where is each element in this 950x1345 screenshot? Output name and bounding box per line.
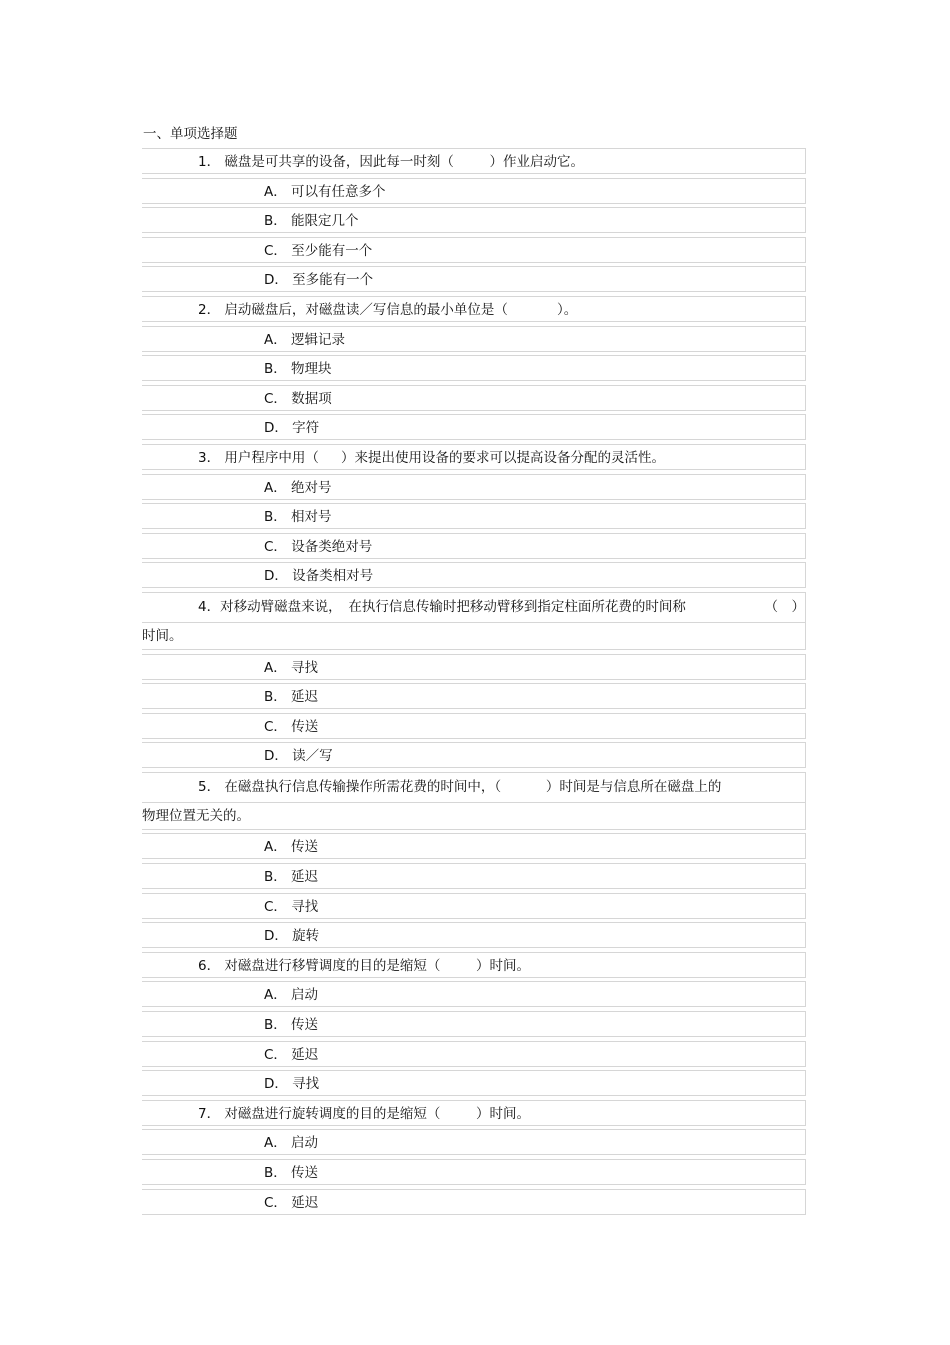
answer-option[interactable]	[142, 562, 806, 588]
option-label: C． 延迟	[264, 1046, 319, 1063]
question-stem	[142, 772, 806, 830]
answer-option[interactable]	[142, 355, 806, 381]
option-label: D． 读／写	[264, 748, 333, 765]
answer-option[interactable]	[142, 533, 806, 559]
option-label: A． 绝对号	[264, 479, 332, 496]
option-label: B． 相对号	[264, 509, 332, 526]
question-text: 2． 启动磁盘后，对磁盘读／写信息的最小单位是（ ）。	[198, 301, 578, 318]
answer-option[interactable]	[142, 474, 806, 500]
answer-option[interactable]	[142, 654, 806, 680]
question-text: 3． 用户程序中用（ ）来提出使用设备的要求可以提高设备分配的灵活性。	[198, 449, 665, 466]
option-label: B． 物理块	[264, 361, 332, 378]
answer-option[interactable]	[142, 1011, 806, 1037]
answer-option[interactable]	[142, 1159, 806, 1185]
option-label: A． 启动	[264, 987, 319, 1004]
question-stem	[142, 148, 806, 174]
answer-option[interactable]	[142, 178, 806, 204]
option-label: A． 寻找	[264, 659, 319, 676]
answer-option[interactable]	[142, 326, 806, 352]
option-label: A． 逻辑记录	[264, 331, 346, 348]
question-stem	[142, 296, 806, 322]
question-stem	[142, 592, 806, 650]
option-label: C． 数据项	[264, 390, 332, 407]
answer-option[interactable]	[142, 207, 806, 233]
question-text: 4．对移动臂磁盘来说， 在执行信息传输时把移动臂移到指定柱面所花费的时间称	[198, 598, 686, 615]
exam-sheet	[142, 120, 806, 1218]
option-label: A． 可以有任意多个	[264, 183, 386, 200]
answer-option[interactable]	[142, 266, 806, 292]
answer-option[interactable]	[142, 713, 806, 739]
answer-option[interactable]	[142, 1070, 806, 1096]
option-label: D． 寻找	[264, 1076, 320, 1093]
option-label: A． 传送	[264, 839, 319, 856]
option-label: D． 字符	[264, 420, 320, 437]
option-label: C． 延迟	[264, 1194, 319, 1211]
option-label: B． 能限定几个	[264, 213, 359, 230]
answer-option[interactable]	[142, 1041, 806, 1067]
answer-option[interactable]	[142, 1189, 806, 1215]
option-label: B． 传送	[264, 1017, 319, 1034]
option-label: C． 至少能有一个	[264, 242, 373, 259]
question-stem	[142, 444, 806, 470]
option-label: D． 设备类相对号	[264, 568, 374, 585]
question-text: 7． 对磁盘进行旋转调度的目的是缩短（ ）时间。	[198, 1105, 530, 1122]
question-text-line1	[142, 593, 805, 622]
question-text-line2: 物理位置无关的。	[142, 802, 805, 829]
question-text-line2: 时间。	[142, 622, 805, 649]
answer-option[interactable]	[142, 893, 806, 919]
option-label: B． 延迟	[264, 869, 319, 886]
answer-option[interactable]	[142, 385, 806, 411]
option-label: B． 延迟	[264, 689, 319, 706]
answer-option[interactable]	[142, 922, 806, 948]
answer-option[interactable]	[142, 503, 806, 529]
question-stem	[142, 952, 806, 978]
option-label: C． 传送	[264, 718, 319, 735]
answer-option[interactable]	[142, 1129, 806, 1155]
answer-option[interactable]	[142, 683, 806, 709]
question-text: 1． 磁盘是可共享的设备，因此每一时刻（ ）作业启动它。	[198, 154, 584, 170]
option-label: D． 至多能有一个	[264, 272, 374, 289]
answer-option[interactable]	[142, 237, 806, 263]
answer-option[interactable]	[142, 742, 806, 768]
answer-option[interactable]	[142, 414, 806, 440]
option-label: D． 旋转	[264, 928, 320, 945]
answer-option[interactable]	[142, 981, 806, 1007]
option-label: C． 设备类绝对号	[264, 538, 373, 555]
question-text: 6． 对磁盘进行移臂调度的目的是缩短（ ）时间。	[198, 957, 530, 974]
answer-option[interactable]	[142, 833, 806, 859]
section-title: 一、单项选择题	[143, 126, 238, 142]
option-label: A． 启动	[264, 1135, 319, 1152]
option-label: C． 寻找	[264, 898, 319, 915]
question-text: 5． 在磁盘执行信息传输操作所需花费的时间中，（ ）时间是与信息所在磁盘上的	[198, 778, 722, 795]
option-label: B． 传送	[264, 1165, 319, 1181]
answer-blank: （ ）	[764, 598, 805, 615]
answer-option[interactable]	[142, 863, 806, 889]
question-stem	[142, 1100, 806, 1126]
